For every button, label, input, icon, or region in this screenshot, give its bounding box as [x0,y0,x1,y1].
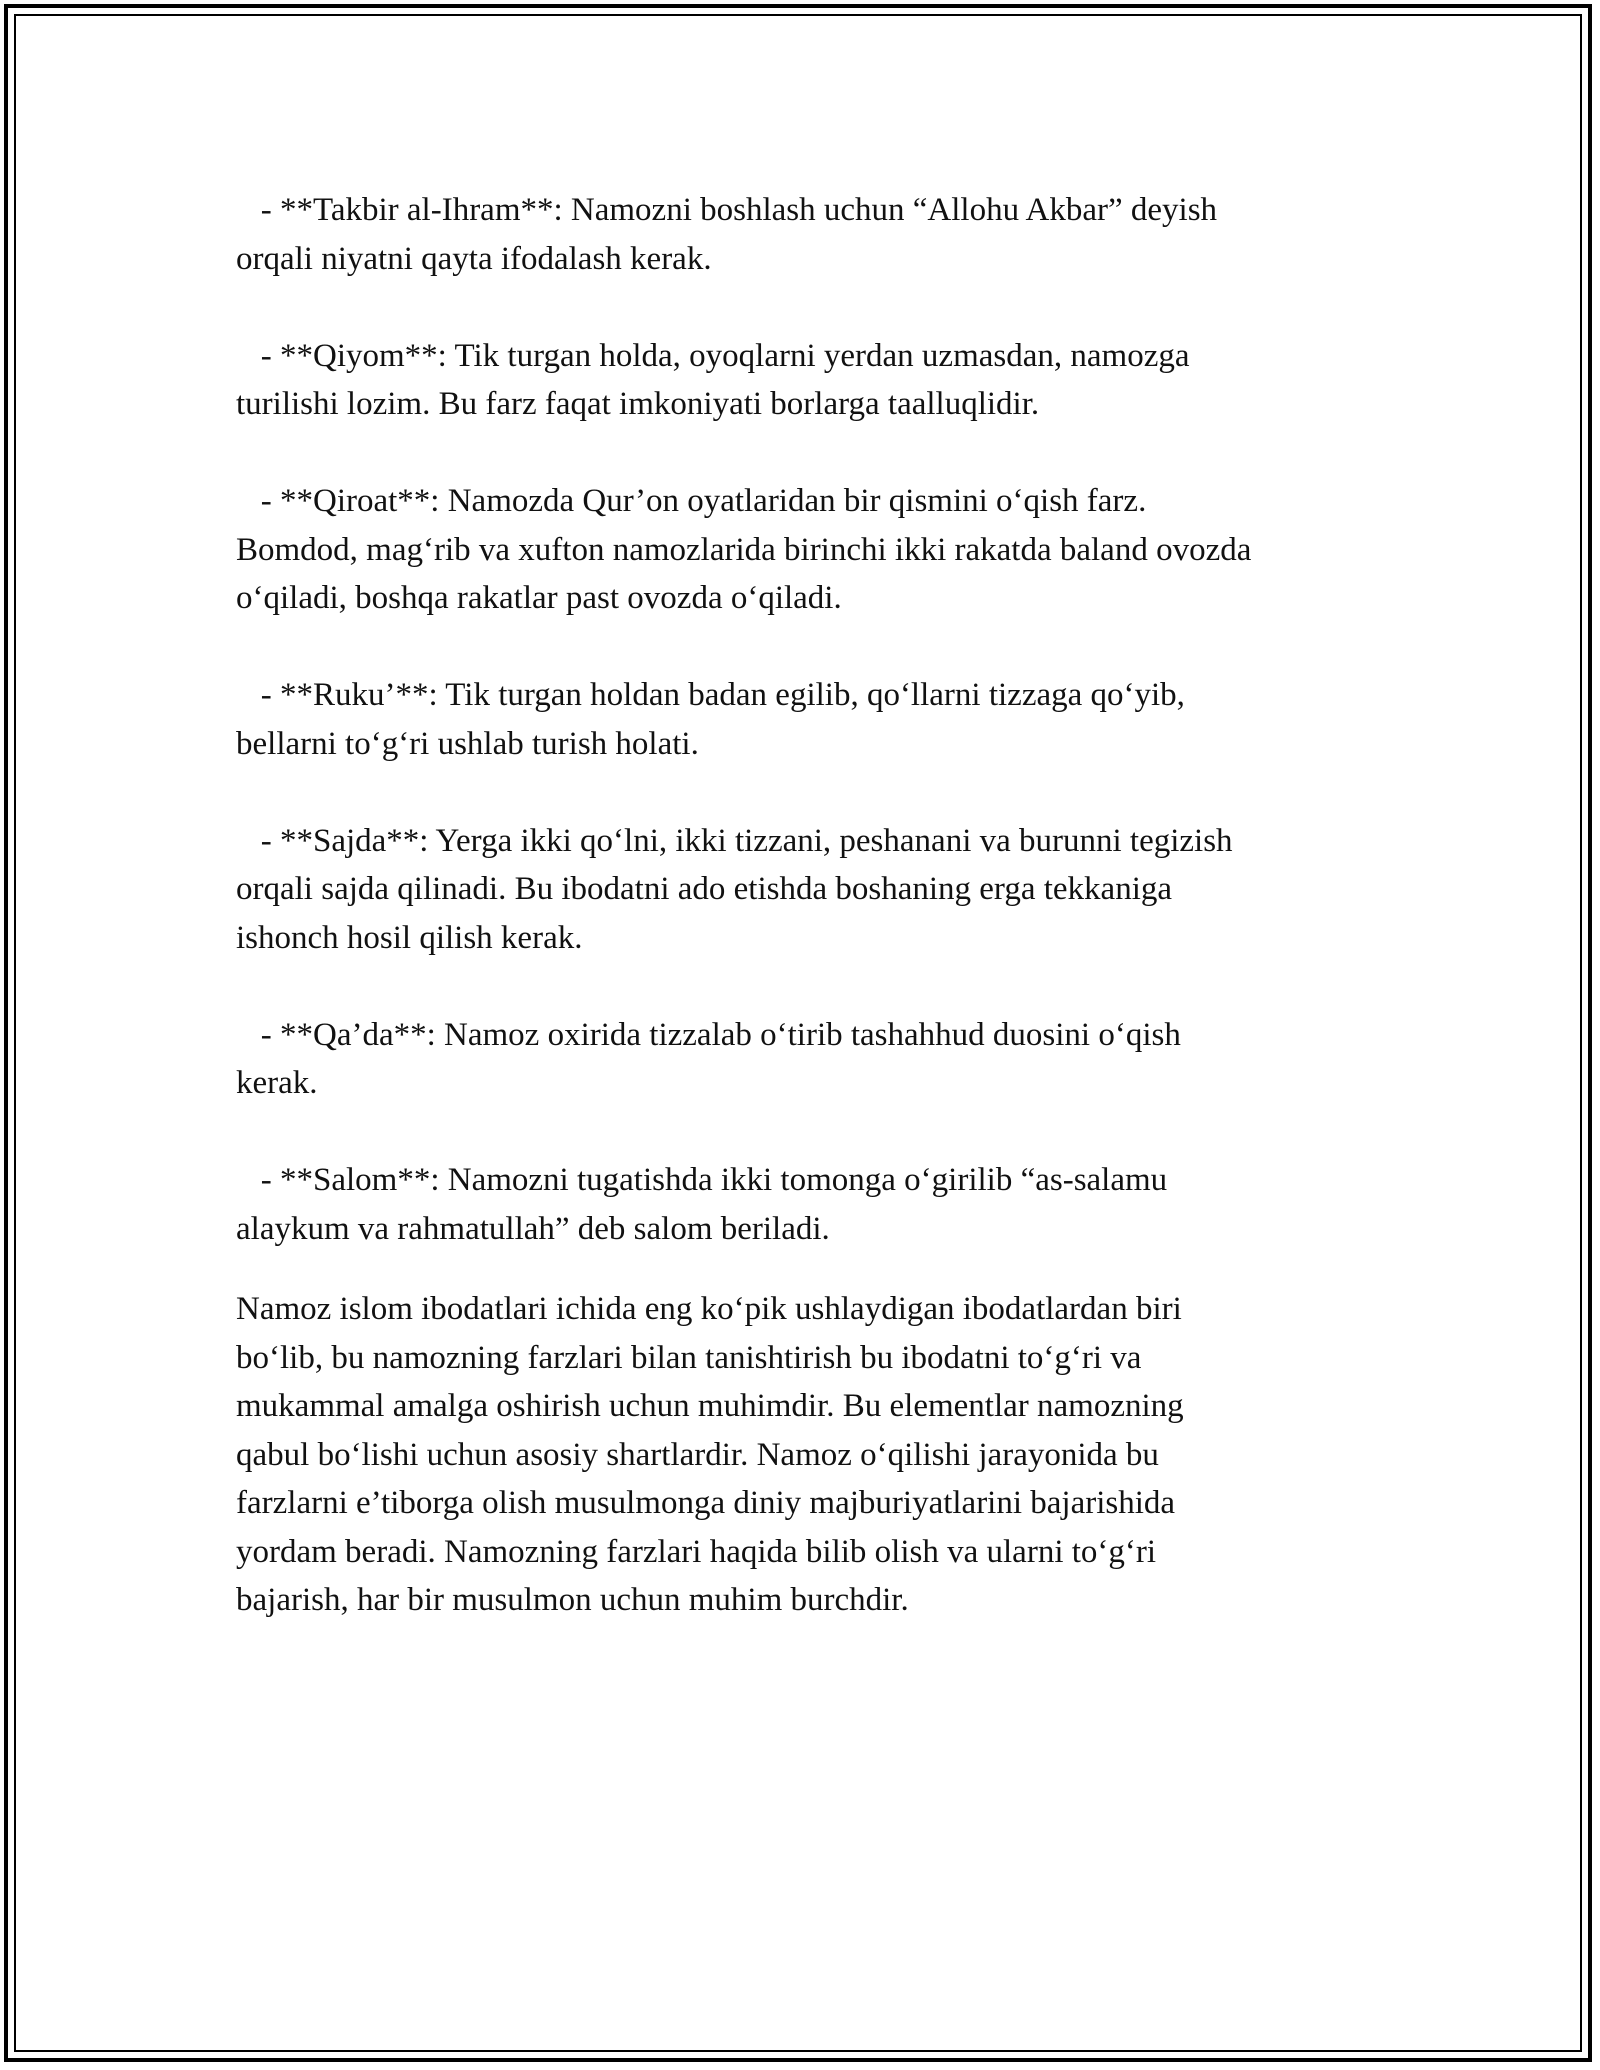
document-body [236,186,1396,1673]
line: bellarni toʻgʻri ushlab turish holati. [236,725,699,762]
line: oʻqiladi, boshqa rakatlar past ovozda oʻqiladi. [236,580,842,616]
line: - **Salom**: Namozni tugatishda ikki tomonga oʻgirilib “as-salamu [236,1162,1168,1198]
line: Bomdod, magʻrib va xufton namozlarida birinchi ikki rakatda baland ovozda [236,531,1252,568]
line: bajarish, har bir musulmon uchun muhim burchdir. [236,1582,909,1618]
line: turilishi lozim. Bu farz faqat imkoniyati borlarga taalluqlidir. [236,386,1040,422]
bullet-salom [236,1156,1396,1253]
line: - **Takbir al-Ihram**: Namozni boshlash uchun “Allohu Akbar” deyish [236,192,1218,228]
line: farzlarni e’tiborga olish musulmonga diniy majburiyatlarini bajarishida [236,1485,1176,1521]
line: yordam beradi. Namozning farzlari haqida bilib olish va ularni toʻgʻri [236,1533,1157,1570]
line: orqali sajda qilinadi. Bu ibodatni ado etishda boshaning erga tekkaniga [236,871,1173,907]
line: alaykum va rahmatullah” deb salom beriladi. [236,1210,830,1247]
line: qabul boʻlishi uchun asosiy shartlardir. Namoz oʻqilishi jarayonida bu [236,1436,1159,1473]
line: boʻlib, bu namozning farzlari bilan tanishtirish bu ibodatni toʻgʻri va [236,1339,1142,1376]
line: orqali niyatni qayta ifodalash kerak. [236,240,712,277]
line: - **Sajda**: Yerga ikki qoʻlni, ikki tizzani, peshanani va burunni tegizish [236,822,1233,859]
line: ishonch hosil qilish kerak. [236,919,583,956]
line: - **Qa’da**: Namoz oxirida tizzalab oʻtirib tashahhud duosini oʻqish [236,1016,1181,1053]
bullet-qiyom [236,332,1396,429]
line: Namoz islom ibodatlari ichida eng koʻpik ushlaydigan ibodatlardan biri [236,1291,1182,1327]
line: - **Ruku’**: Tik turgan holdan badan egilib, qoʻllarni tizzaga qoʻyib, [236,677,1185,713]
bullet-takbir [236,186,1396,283]
line: mukammal amalga oshirish uchun muhimdir. Bu elementlar namozning [236,1388,1184,1424]
bullet-sajda [236,817,1396,963]
line: - **Qiyom**: Tik turgan holda, oyoqlarni yerdan uzmasdan, namozga [236,337,1190,374]
bullet-ruku [236,671,1396,768]
line: - **Qiroat**: Namozda Qur’on oyatlaridan bir qismini oʻqish farz. [236,483,1147,519]
summary-paragraph [236,1285,1396,1625]
line: kerak. [236,1065,318,1101]
bullet-qada [236,1011,1396,1108]
bullet-qiroat [236,477,1396,623]
